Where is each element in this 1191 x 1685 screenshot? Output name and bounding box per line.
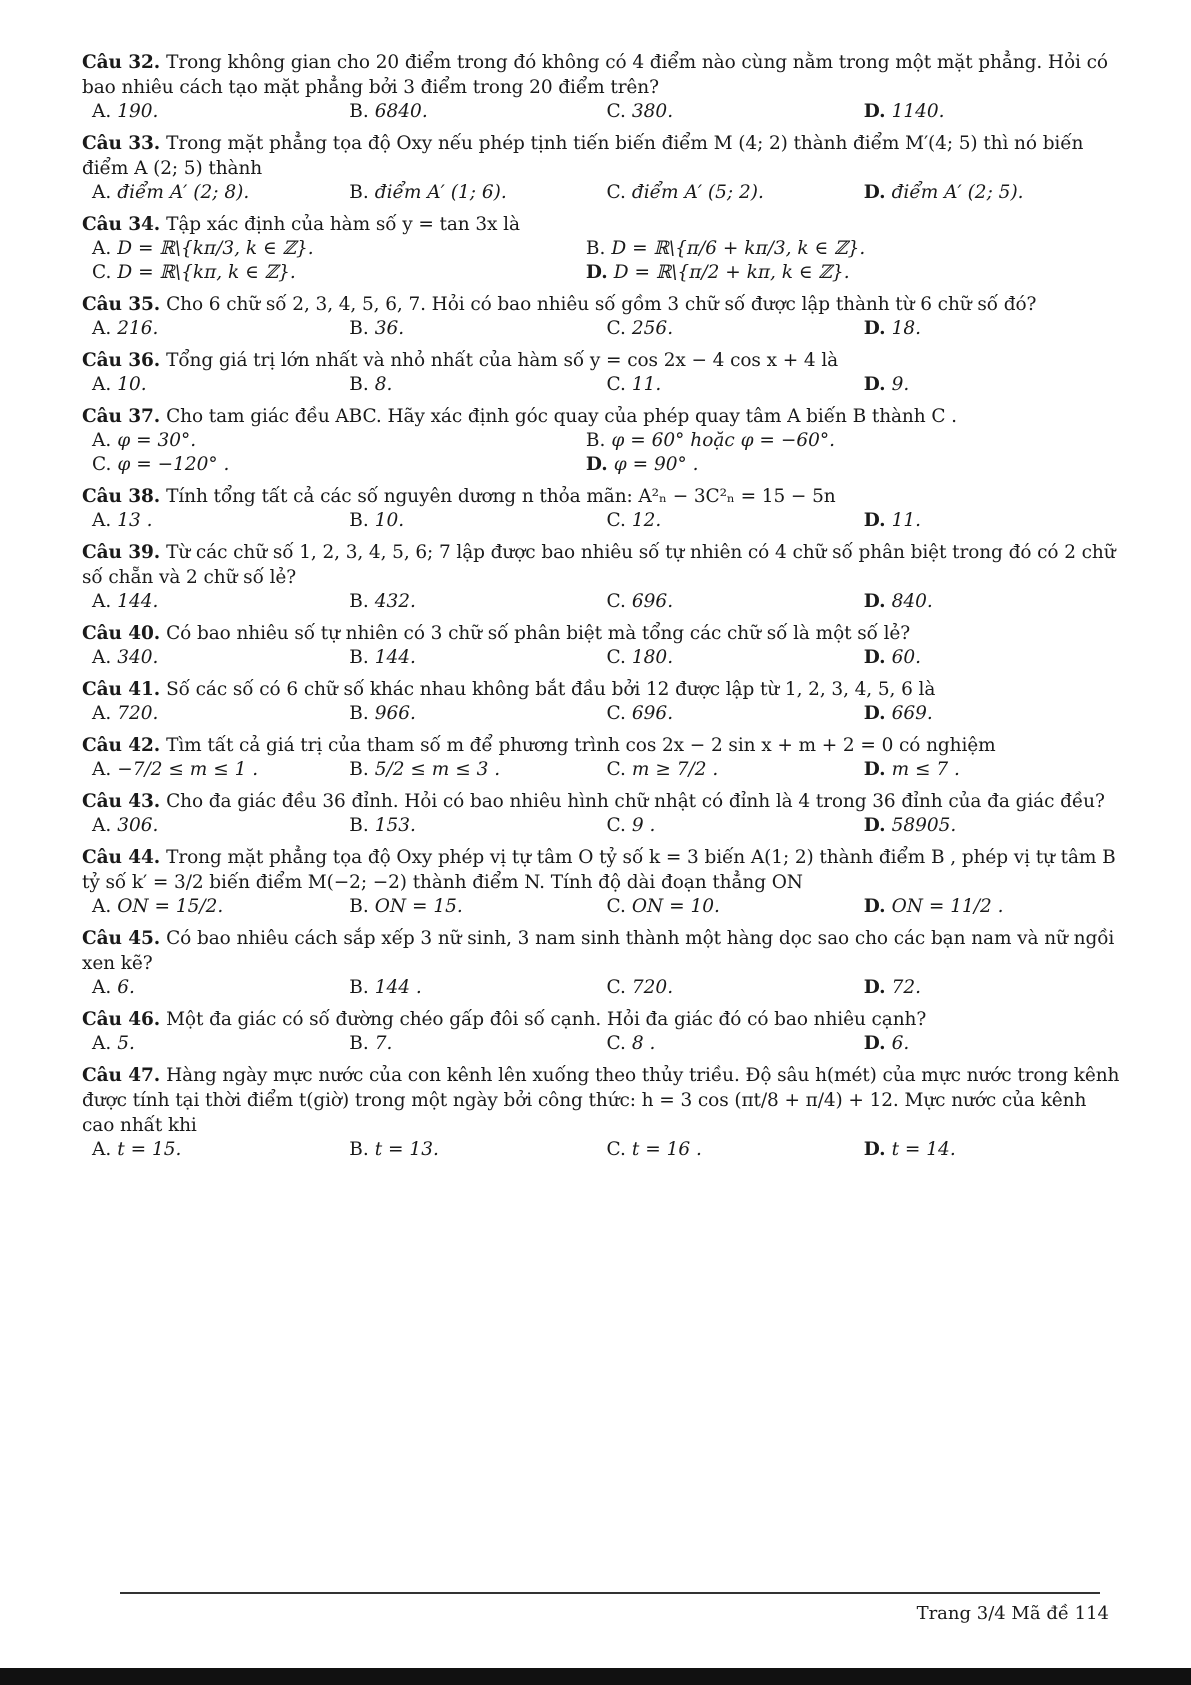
answer-option: [92, 453, 586, 477]
option-text: 696.: [631, 591, 674, 612]
option-label: C.: [606, 318, 626, 339]
answer-option: [92, 895, 349, 919]
option-text: φ = −120° .: [117, 454, 230, 475]
option-label: C.: [606, 977, 626, 998]
question: [82, 926, 1121, 1000]
option-label: D.: [863, 977, 886, 998]
answer-option: [607, 646, 864, 670]
question-number: Câu 42.: [82, 735, 161, 756]
option-text: 8.: [374, 374, 393, 395]
answer-options: [82, 590, 1121, 614]
question-stem: [82, 292, 1121, 317]
option-text: m ≥ 7/2 .: [631, 759, 719, 780]
option-label: B.: [349, 647, 369, 668]
answer-options: [82, 373, 1121, 397]
option-label: C.: [606, 182, 626, 203]
option-text: 380.: [631, 101, 674, 122]
option-text: điểm A′ (2; 8).: [117, 182, 250, 203]
answer-option: [864, 373, 1121, 397]
answer-option: [92, 1138, 349, 1162]
option-text: 696.: [631, 703, 674, 724]
option-text: 11.: [891, 510, 921, 531]
question-text: Tổng giá trị lớn nhất và nhỏ nhất của hàm số y = cos 2x − 4 cos x + 4 là: [166, 350, 839, 371]
option-label: A.: [92, 703, 112, 724]
option-label: B.: [349, 318, 369, 339]
option-label: C.: [606, 647, 626, 668]
question-text: Tính tổng tất cả các số nguyên dương n thỏa mãn: A²ₙ − 3C²ₙ = 15 − 5n: [166, 486, 836, 507]
option-text: 840.: [891, 591, 933, 612]
option-text: 72.: [891, 977, 921, 998]
answer-option: [864, 702, 1121, 726]
option-label: C.: [606, 815, 626, 836]
option-text: D = ℝ\{kπ, k ∈ ℤ}.: [117, 262, 296, 283]
footer-divider: [120, 1592, 1100, 1594]
option-label: D.: [863, 101, 886, 122]
answer-options: [82, 237, 1121, 285]
answer-options: [82, 814, 1121, 838]
question-stem: [82, 1063, 1121, 1138]
answer-option: [607, 509, 864, 533]
question-stem: [82, 677, 1121, 702]
question-stem: [82, 540, 1121, 590]
question-number: Câu 45.: [82, 928, 161, 949]
question-stem: [82, 789, 1121, 814]
question: [82, 789, 1121, 838]
option-label: D.: [863, 647, 886, 668]
question-stem: [82, 348, 1121, 373]
option-text: ON = 11/2 .: [891, 896, 1004, 917]
answer-option: [92, 1032, 349, 1056]
question: [82, 50, 1121, 124]
answer-options: [82, 317, 1121, 341]
answer-option: [864, 646, 1121, 670]
option-label: B.: [349, 703, 369, 724]
question-text: Hàng ngày mực nước của con kênh lên xuống theo thủy triều. Độ sâu h(mét) của mực nước trong kênh được tính tại thời điểm t(giờ) trong một ngày bởi công thức: h = 3 cos (πt/8 + π/4) + 12. Mực nước của kênh cao nhất khi: [82, 1065, 1120, 1136]
option-label: D.: [863, 318, 886, 339]
option-label: D.: [863, 815, 886, 836]
answer-option: [349, 702, 606, 726]
option-text: 720.: [631, 977, 674, 998]
question-text: Tập xác định của hàm số y = tan 3x là: [166, 214, 520, 235]
option-label: B.: [349, 510, 369, 531]
option-label: C.: [606, 374, 626, 395]
option-label: D.: [863, 1033, 886, 1054]
question-text: Cho tam giác đều ABC. Hãy xác định góc quay của phép quay tâm A biến B thành C .: [166, 406, 957, 427]
question-number: Câu 37.: [82, 406, 161, 427]
answer-option: [864, 976, 1121, 1000]
answer-option: [349, 895, 606, 919]
answer-option: [607, 702, 864, 726]
answer-option: [607, 590, 864, 614]
option-label: A.: [92, 759, 112, 780]
answer-option: [864, 1138, 1121, 1162]
answer-option: [349, 758, 606, 782]
answer-option: [92, 429, 586, 453]
answer-options: [82, 100, 1121, 124]
answer-option: [92, 702, 349, 726]
answer-option: [92, 646, 349, 670]
question-text: Cho đa giác đều 36 đỉnh. Hỏi có bao nhiêu hình chữ nhật có đỉnh là 4 trong 36 đỉnh của đa giác đều?: [166, 791, 1105, 812]
question-number: Câu 44.: [82, 847, 161, 868]
question-stem: [82, 50, 1121, 100]
question-stem: [82, 621, 1121, 646]
answer-option: [607, 100, 864, 124]
option-label: D.: [863, 1139, 886, 1160]
option-text: 11.: [631, 374, 662, 395]
question: [82, 540, 1121, 614]
option-label: C.: [606, 759, 626, 780]
option-label: B.: [349, 1033, 369, 1054]
option-text: 36.: [374, 318, 405, 339]
option-label: B.: [349, 815, 369, 836]
option-text: −7/2 ≤ m ≤ 1 .: [117, 759, 259, 780]
question-stem: [82, 212, 1121, 237]
answer-option: [349, 181, 606, 205]
answer-option: [349, 100, 606, 124]
question: [82, 484, 1121, 533]
answer-options: [82, 895, 1121, 919]
option-label: A.: [92, 101, 112, 122]
option-text: 60.: [891, 647, 921, 668]
option-label: C.: [606, 591, 626, 612]
option-text: t = 16 .: [631, 1139, 702, 1160]
answer-option: [586, 453, 1080, 477]
answer-option: [864, 100, 1121, 124]
option-text: 10.: [117, 374, 147, 395]
question-number: Câu 41.: [82, 679, 161, 700]
question-stem: [82, 484, 1121, 509]
option-label: C.: [606, 101, 626, 122]
answer-option: [607, 1138, 864, 1162]
option-label: D.: [863, 896, 886, 917]
option-label: A.: [92, 318, 112, 339]
option-text: 18.: [891, 318, 921, 339]
option-label: C.: [92, 262, 112, 283]
option-label: C.: [606, 1139, 626, 1160]
answer-option: [864, 317, 1121, 341]
answer-options: [82, 646, 1121, 670]
option-text: ON = 10.: [631, 896, 720, 917]
option-text: 5.: [117, 1033, 135, 1054]
question: [82, 733, 1121, 782]
option-text: 180.: [631, 647, 674, 668]
question-stem: [82, 733, 1121, 758]
option-text: 432.: [374, 591, 416, 612]
answer-options: [82, 429, 1121, 477]
question-number: Câu 33.: [82, 133, 161, 154]
option-label: A.: [92, 1139, 112, 1160]
question-text: Từ các chữ số 1, 2, 3, 4, 5, 6; 7 lập được bao nhiêu số tự nhiên có 4 chữ số phân biệt trong đó có 2 chữ số chẵn và 2 chữ số lẻ?: [82, 542, 1116, 588]
question-text: Trong mặt phẳng tọa độ Oxy nếu phép tịnh tiến biến điểm M (4; 2) thành điểm M′(4; 5) thì nó biến điểm A (2; 5) thành: [82, 133, 1084, 179]
answer-option: [349, 590, 606, 614]
option-label: C.: [606, 510, 626, 531]
option-text: điểm A′ (5; 2).: [631, 182, 764, 203]
question: [82, 404, 1121, 477]
option-label: B.: [349, 977, 369, 998]
question-number: Câu 32.: [82, 52, 161, 73]
question: [82, 677, 1121, 726]
option-label: A.: [92, 374, 112, 395]
answer-option: [92, 590, 349, 614]
question-number: Câu 46.: [82, 1009, 161, 1030]
option-label: B.: [349, 591, 369, 612]
answer-options: [82, 181, 1121, 205]
question-number: Câu 36.: [82, 350, 161, 371]
question-text: Một đa giác có số đường chéo gấp đôi số cạnh. Hỏi đa giác đó có bao nhiêu cạnh?: [166, 1009, 927, 1030]
answer-options: [82, 509, 1121, 533]
question-text: Có bao nhiêu cách sắp xếp 3 nữ sinh, 3 nam sinh thành một hàng dọc sao cho các bạn nam và nữ ngồi xen kẽ?: [82, 928, 1115, 974]
option-text: 6.: [117, 977, 135, 998]
option-text: 8 .: [631, 1033, 656, 1054]
answer-option: [607, 317, 864, 341]
answer-option: [92, 976, 349, 1000]
option-label: C.: [606, 896, 626, 917]
question-number: Câu 40.: [82, 623, 161, 644]
option-label: A.: [92, 510, 112, 531]
question: [82, 212, 1121, 285]
answer-options: [82, 702, 1121, 726]
option-label: A.: [92, 591, 112, 612]
question: [82, 1007, 1121, 1056]
answer-option: [864, 1032, 1121, 1056]
question-text: Có bao nhiêu số tự nhiên có 3 chữ số phân biệt mà tổng các chữ số là một số lẻ?: [166, 623, 911, 644]
option-label: D.: [863, 703, 886, 724]
answer-options: [82, 1138, 1121, 1162]
option-label: C.: [606, 703, 626, 724]
answer-option: [92, 373, 349, 397]
option-label: A.: [92, 647, 112, 668]
option-text: 9 .: [631, 815, 656, 836]
option-text: 144.: [117, 591, 159, 612]
answer-option: [349, 373, 606, 397]
answer-option: [607, 976, 864, 1000]
question-text: Trong mặt phẳng tọa độ Oxy phép vị tự tâm O tỷ số k = 3 biến A(1; 2) thành điểm B , phép vị tự tâm B tỷ số k′ = 3/2 biến điểm M(−2; −2) thành điểm N. Tính độ dài đoạn thẳng ON: [82, 847, 1116, 893]
question-number: Câu 39.: [82, 542, 161, 563]
question-text: Số các số có 6 chữ số khác nhau không bắt đầu bởi 12 được lập từ 1, 2, 3, 4, 5, 6 là: [166, 679, 936, 700]
option-text: 6840.: [374, 101, 428, 122]
answer-option: [92, 261, 586, 285]
answer-option: [864, 758, 1121, 782]
question-number: Câu 43.: [82, 791, 161, 812]
question-stem: [82, 131, 1121, 181]
option-label: C.: [92, 454, 112, 475]
option-label: D.: [863, 182, 886, 203]
answer-option: [92, 509, 349, 533]
question-number: Câu 35.: [82, 294, 161, 315]
option-text: ON = 15.: [374, 896, 463, 917]
option-text: 12.: [631, 510, 662, 531]
question: [82, 845, 1121, 919]
answer-option: [607, 181, 864, 205]
option-text: 306.: [117, 815, 159, 836]
question: [82, 348, 1121, 397]
option-text: 10.: [374, 510, 405, 531]
option-text: điểm A′ (2; 5).: [891, 182, 1024, 203]
option-text: 340.: [117, 647, 159, 668]
answer-option: [586, 429, 1080, 453]
answer-option: [607, 1032, 864, 1056]
answer-option: [864, 181, 1121, 205]
option-label: B.: [349, 896, 369, 917]
option-text: 256.: [631, 318, 674, 339]
answer-option: [864, 509, 1121, 533]
question: [82, 131, 1121, 205]
option-text: điểm A′ (1; 6).: [374, 182, 507, 203]
answer-option: [864, 895, 1121, 919]
option-text: 5/2 ≤ m ≤ 3 .: [374, 759, 501, 780]
option-text: φ = 30°.: [117, 430, 197, 451]
answer-option: [607, 373, 864, 397]
question-text: Tìm tất cả giá trị của tham số m để phương trình cos 2x − 2 sin x + m + 2 = 0 có nghiệm: [166, 735, 996, 756]
question: [82, 1063, 1121, 1162]
answer-option: [349, 646, 606, 670]
question-text: Trong không gian cho 20 điểm trong đó không có 4 điểm nào cùng nằm trong một mặt phẳng. Hỏi có bao nhiêu cách tạo mặt phẳng bởi 3 điểm trong 20 điểm trên?: [82, 52, 1108, 98]
option-text: D = ℝ\{kπ/3, k ∈ ℤ}.: [117, 238, 314, 259]
option-label: A.: [92, 430, 112, 451]
answer-option: [349, 317, 606, 341]
answer-option: [92, 317, 349, 341]
option-label: D.: [863, 374, 886, 395]
option-label: B.: [349, 759, 369, 780]
option-label: B.: [585, 238, 606, 259]
answer-option: [92, 181, 349, 205]
option-label: B.: [585, 430, 606, 451]
answer-option: [607, 814, 864, 838]
answer-option: [92, 758, 349, 782]
option-text: φ = 60° hoặc φ = −60°.: [611, 430, 835, 451]
option-text: 13 .: [117, 510, 153, 531]
question-number: Câu 34.: [82, 214, 161, 235]
answer-option: [607, 758, 864, 782]
option-label: A.: [92, 182, 112, 203]
answer-option: [607, 895, 864, 919]
option-label: D.: [863, 591, 886, 612]
option-text: t = 15.: [117, 1139, 182, 1160]
option-text: m ≤ 7 .: [891, 759, 960, 780]
question-number: Câu 47.: [82, 1065, 161, 1086]
option-label: B.: [349, 101, 369, 122]
option-text: t = 13.: [374, 1139, 439, 1160]
question-number: Câu 38.: [82, 486, 161, 507]
answer-options: [82, 758, 1121, 782]
question-stem: [82, 404, 1121, 429]
option-text: D = ℝ\{π/6 + kπ/3, k ∈ ℤ}.: [611, 238, 866, 259]
option-label: A.: [92, 977, 112, 998]
answer-option: [586, 237, 1080, 261]
option-text: 9.: [891, 374, 910, 395]
answer-option: [92, 814, 349, 838]
scan-bottom-edge: [0, 1668, 1191, 1685]
option-label: A.: [92, 1033, 112, 1054]
answer-option: [349, 814, 606, 838]
option-text: 669.: [891, 703, 933, 724]
option-text: 216.: [117, 318, 159, 339]
answer-option: [349, 1032, 606, 1056]
option-text: φ = 90° .: [613, 454, 699, 475]
option-text: 58905.: [891, 815, 957, 836]
answer-option: [349, 1138, 606, 1162]
question-stem: [82, 926, 1121, 976]
option-text: 720.: [117, 703, 159, 724]
option-text: 144 .: [374, 977, 422, 998]
answer-option: [864, 590, 1121, 614]
option-label: D.: [863, 759, 886, 780]
option-label: A.: [92, 238, 112, 259]
option-label: B.: [349, 374, 369, 395]
option-label: B.: [349, 1139, 369, 1160]
option-text: D = ℝ\{π/2 + kπ, k ∈ ℤ}.: [613, 262, 850, 283]
option-text: 966.: [374, 703, 416, 724]
option-text: 144.: [374, 647, 416, 668]
option-text: ON = 15/2.: [117, 896, 224, 917]
answer-option: [586, 261, 1080, 285]
option-label: A.: [92, 896, 112, 917]
option-label: C.: [606, 1033, 626, 1054]
option-label: A.: [92, 815, 112, 836]
option-label: D.: [863, 510, 886, 531]
question-text: Cho 6 chữ số 2, 3, 4, 5, 6, 7. Hỏi có bao nhiêu số gồm 3 chữ số được lập thành từ 6 chữ số đó?: [166, 294, 1037, 315]
option-text: 1140.: [891, 101, 945, 122]
page-footer: Trang 3/4 Mã đề 114: [916, 1603, 1109, 1624]
option-text: 190.: [117, 101, 159, 122]
answer-option: [92, 100, 349, 124]
question: [82, 621, 1121, 670]
option-text: t = 14.: [891, 1139, 956, 1160]
question-stem: [82, 845, 1121, 895]
answer-option: [864, 814, 1121, 838]
option-label: B.: [349, 182, 369, 203]
option-text: 6.: [891, 1033, 910, 1054]
answer-options: [82, 976, 1121, 1000]
question-stem: [82, 1007, 1121, 1032]
option-text: 7.: [374, 1033, 393, 1054]
option-label: D.: [585, 454, 608, 475]
answer-option: [349, 976, 606, 1000]
answer-options: [82, 1032, 1121, 1056]
answer-option: [92, 237, 586, 261]
question: [82, 292, 1121, 341]
option-label: D.: [585, 262, 608, 283]
option-text: 153.: [374, 815, 416, 836]
answer-option: [349, 509, 606, 533]
